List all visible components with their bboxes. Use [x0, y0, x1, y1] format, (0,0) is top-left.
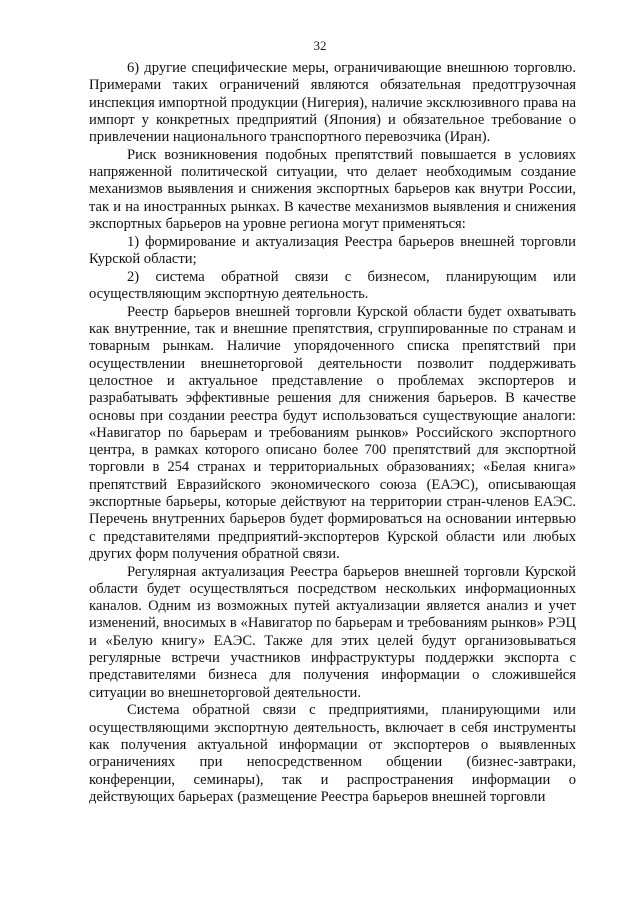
- paragraph-registry-description: Реестр барьеров внешней торговли Курской области будет охватывать как внутренние, так и внешние препятствия, сгруппированные по странам и товарным рынкам. Наличие упорядоченного списка препятствий при осуществлении внешнеторговой деятельности позволит поддерживать целостное и актуальное представление о проблемах экспортеров и разрабатывать эффективные решения для снижения барьеров. В качестве основы при создании реестра будут использоваться существующие аналоги: «Навигатор по барьерам и требованиям рынков» Российского экспортного центра, в рамках которого описано более 700 препятствий для экспортной торговли в 254 странах и территориальных образованиях; «Белая книга» препятствий Евразийского экономического союза (ЕАЭС), описывающая экспортные барьеры, которые действуют на территории стран-членов ЕАЭС. Перечень внутренних барьеров будет формироваться на основании интервью с представителями предприятий-экспортеров Курской области или любых других форм получения обратной связи.: [89, 303, 576, 562]
- paragraph-registry-update: Регулярная актуализация Реестра барьеров внешней торговли Курской области будет осуществляться посредством нескольких информационных каналов. Одним из возможных путей актуализации является анализ и учет изменений, вносимых в «Навигатор по барьерам и требованиям рынков» РЭЦ и «Белую книгу» ЕАЭС. Также для этих целей будут организовываться регулярные встречи участников инфраструктуры поддержки экспорта с представителями бизнеса для получения информации о сложившейся ситуации во внешнеторговой деятельности.: [89, 563, 576, 701]
- list-item-feedback-system: 2) система обратной связи с бизнесом, планирующим или осуществляющим экспортную деятельность.: [89, 268, 576, 303]
- list-item-registry: 1) формирование и актуализация Реестра барьеров внешней торговли Курской области;: [89, 233, 576, 268]
- body-text: [89, 60, 576, 806]
- paragraph-risk: Риск возникновения подобных препятствий повышается в условиях напряженной политической ситуации, что делает необходимым создание механизмов выявления и снижения экспортных барьеров как внутри России, так и на иностранных рынках. В качестве механизмов выявления и снижения экспортных барьеров на уровне региона могут применяться:: [89, 146, 576, 233]
- paragraph-other-measures: 6) другие специфические меры, ограничивающие внешнюю торговлю. Примерами таких ограничений являются обязательная предотгрузочная инспекция импортной продукции (Нигерия), наличие эксклюзивного права на импорт у конкретных предприятий (Япония) и обязательное требование о привлечении национального транспортного перевозчика (Иран).: [89, 60, 576, 146]
- page-number: 32: [313, 38, 327, 53]
- paragraph-feedback-system: Система обратной связи с предприятиями, планирующими или осуществляющими экспортную деятельность, включает в себя инструменты как получения актуальной информации от экспортеров о выявленных ограничениях при непосредственном общении (бизнес-завтраки, конференции, семинары), так и распространения информации о действующих барьерах (размещение Реестра барьеров внешней торговли: [89, 702, 576, 805]
